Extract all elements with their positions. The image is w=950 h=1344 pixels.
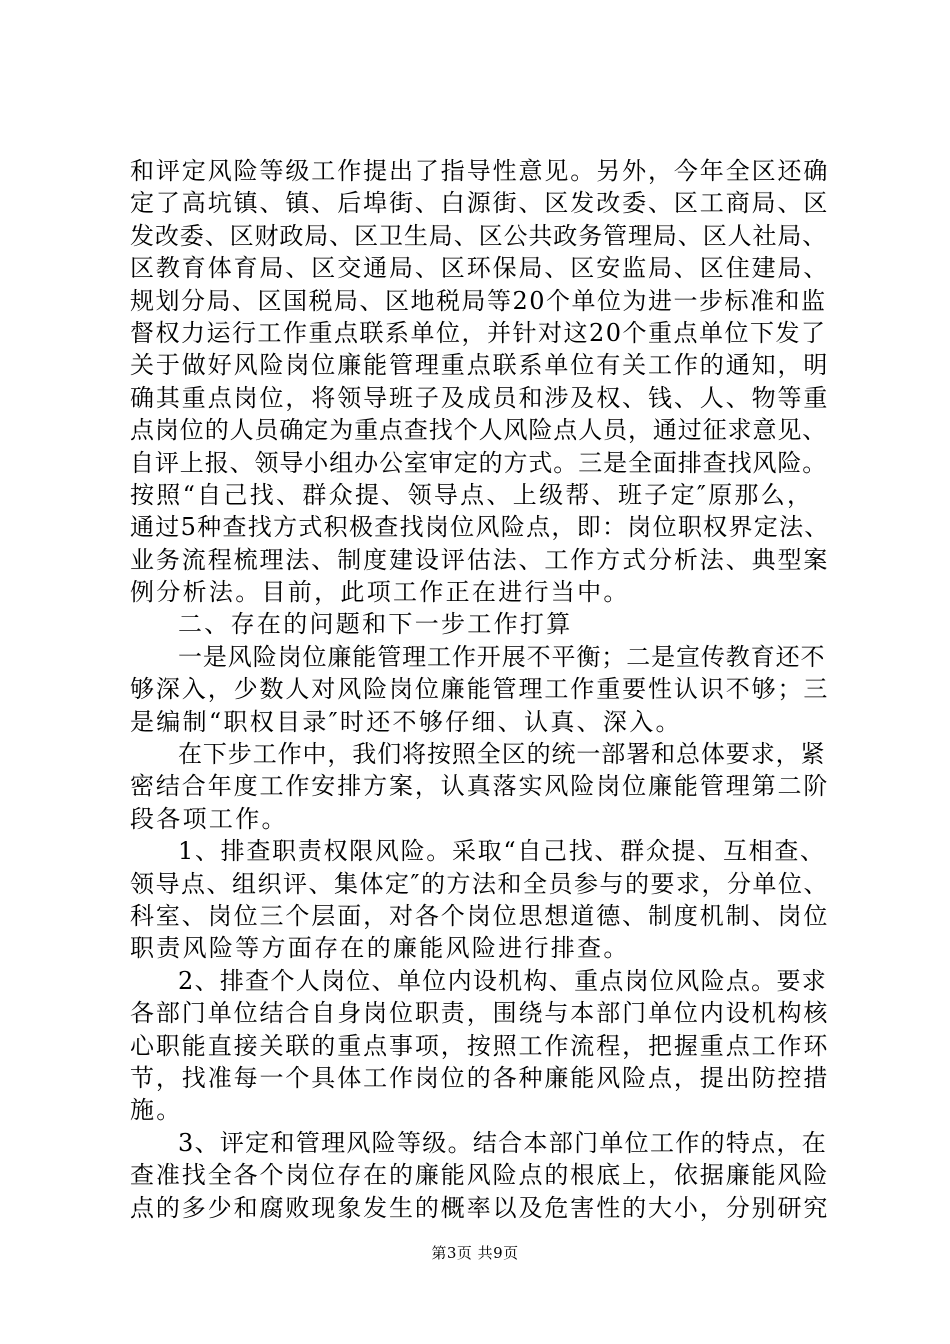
text-line: 和评定风险等级工作提出了指导性意见。另外，今年全区还确 (130, 157, 830, 185)
page-footer: 第3页 共9页 (431, 1244, 519, 1262)
text-line: 是编制“职权目录″时还不够仔细、认真、深入。 (130, 707, 682, 736)
text-line: 自评上报、领导小组办公室审定的方式。三是全面排查找风险。 (130, 448, 828, 477)
text-line: 确其重点岗位，将领导班子及成员和涉及权、钱、人、物等重 (130, 383, 830, 412)
text-line: 督权力运行工作重点联系单位，并针对这20个重点单位下发了 (130, 318, 827, 347)
text-line: 职责风险等方面存在的廉能风险进行排查。 (130, 934, 630, 963)
text-line: 关于做好风险岗位廉能管理重点联系单位有关工作的通知，明 (130, 351, 830, 380)
text-line: 施。 (130, 1096, 183, 1125)
text-line: 科室、岗位三个层面，对各个岗位思想道德、制度机制、岗位 (130, 901, 830, 930)
text-line: 二、存在的问题和下一步工作打算 (178, 610, 573, 639)
text-line: 2、排查个人岗位、单位内设机构、重点岗位风险点。要求 (178, 966, 828, 995)
text-line: 各部门单位结合自身岗位职责，围绕与本部门单位内设机构核 (130, 999, 830, 1028)
text-line: 节，找准每一个具体工作岗位的各种廉能风险点，提出防控措 (130, 1063, 830, 1092)
text-line: 一是风险岗位廉能管理工作开展不平衡；二是宣传教育还不 (178, 642, 826, 671)
text-line: 查准找全各个岗位存在的廉能风险点的根底上，依据廉能风险 (130, 1161, 830, 1190)
text-line: 点岗位的人员确定为重点查找个人风险点人员，通过征求意见、 (130, 416, 828, 445)
text-line: 段各项工作。 (130, 804, 288, 833)
text-line: 1、排查职责权限风险。采取“自己找、群众提、互相查、 (178, 837, 826, 866)
text-line: 例分析法。目前，此项工作正在进行当中。 (130, 578, 630, 607)
text-line: 按照“自己找、群众提、领导点、上级帮、班子定″原那么， (130, 480, 814, 509)
text-line: 业务流程梳理法、制度建设评估法、工作方式分析法、典型案 (130, 545, 830, 574)
text-line: 通过5种查找方式积极查找岗位风险点，即：岗位职权界定法、 (130, 513, 830, 542)
text-line: 够深入，少数人对风险岗位廉能管理工作重要性认识不够；三 (130, 675, 830, 704)
text-line: 区教育体育局、区交通局、区环保局、区安监局、区住建局、 (130, 254, 830, 283)
body-text (130, 155, 830, 1224)
text-line: 领导点、组织评、集体定″的方法和全员参与的要求，分单位、 (130, 869, 829, 898)
text-line: 3、评定和管理风险等级。结合本部门单位工作的特点，在 (178, 1128, 828, 1157)
text-line: 定了高坑镇、镇、后埠街、白源街、区发改委、区工商局、区 (130, 189, 830, 218)
text-line: 规划分局、区国税局、区地税局等20个单位为进一步标准和监 (130, 286, 827, 315)
text-line: 密结合年度工作安排方案，认真落实风险岗位廉能管理第二阶 (130, 772, 830, 801)
text-line: 发改委、区财政局、区卫生局、区公共政务管理局、区人社局、 (130, 221, 828, 250)
text-line: 在下步工作中，我们将按照全区的统一部署和总体要求，紧 (178, 740, 826, 769)
text-line: 心职能直接关联的重点事项，按照工作流程，把握重点工作环 (130, 1031, 830, 1060)
text-line: 点的多少和腐败现象发生的概率以及危害性的大小，分别研究 (130, 1193, 830, 1222)
